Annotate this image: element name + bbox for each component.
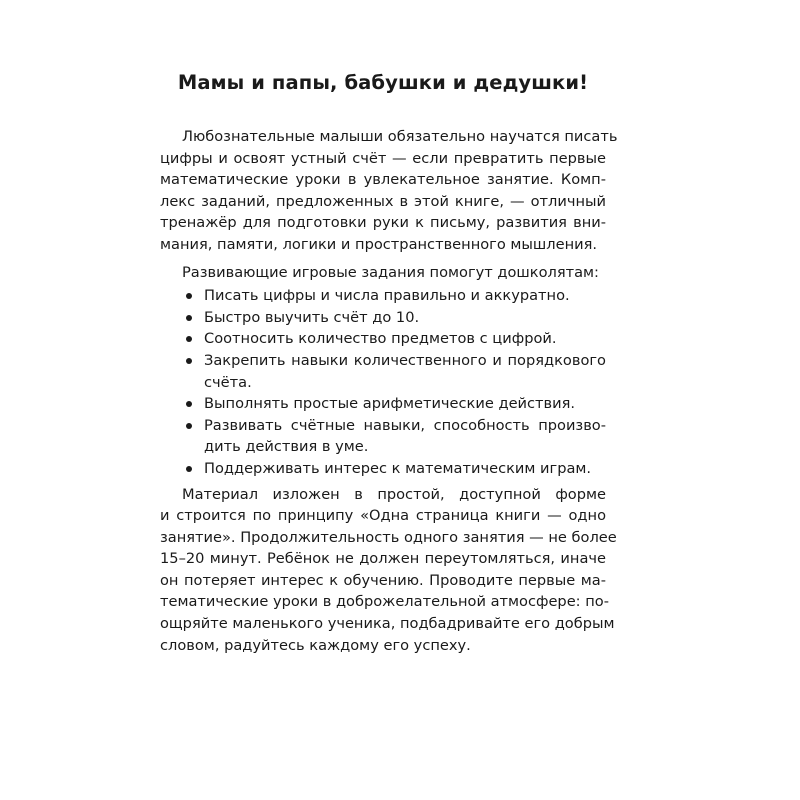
text-line: и строится по принципу «Одна страница книги — одно (160, 507, 606, 525)
list-item (160, 307, 606, 329)
list-item-text: счёта. (204, 373, 252, 391)
bullet-list (160, 285, 606, 479)
document-page (160, 70, 618, 656)
text-line: Любознательные малыши обязательно научатся писать (182, 128, 618, 145)
list-item (160, 350, 606, 393)
list-item-text: дить действия в уме. (204, 438, 369, 456)
bullet-icon (186, 315, 192, 321)
text-line: словом, радуйтесь каждому его успеху. (160, 636, 471, 654)
intro-paragraph (160, 126, 618, 256)
list-item (160, 458, 606, 480)
text-line: математические уроки в увлекательное занятие. Комп- (160, 171, 606, 189)
list-item (160, 285, 606, 307)
list-item-text: Развивать счётные навыки, способность произво- (204, 416, 606, 434)
material-paragraph (160, 484, 617, 657)
text-line: цифры и освоят устный счёт — если превратить первые (160, 149, 606, 167)
text-line: тематические уроки в доброжелательной атмосфере: по- (160, 593, 609, 611)
bullets-lead-text: Развивающие игровые задания помогут дошколятам: (182, 263, 599, 281)
list-item (160, 393, 606, 415)
bullet-icon (186, 293, 192, 299)
text-line: лекс заданий, предложенных в этой книге, — отличный (160, 192, 606, 210)
list-item-text: Выполнять простые арифметические действия. (204, 395, 576, 413)
list-item-text: Писать цифры и числа правильно и аккуратно. (204, 287, 570, 305)
bullet-icon (186, 401, 192, 407)
text-line: ощряйте маленького ученика, подбадривайте его добрым (160, 615, 615, 633)
text-line: 15–20 минут. Ребёнок не должен переутомляться, иначе (160, 550, 606, 568)
list-item-text: Быстро выучить счёт до 10. (204, 308, 420, 326)
list-item (160, 328, 606, 350)
text-line: занятие». Продолжительность одного занятия — не более (160, 528, 617, 546)
list-item (160, 415, 606, 458)
page-title: Мамы и папы, бабушки и дедушки! (177, 71, 589, 94)
list-item-text: Поддерживать интерес к математическим играм. (204, 459, 592, 477)
text-line: мания, памяти, логики и пространственного мышления. (160, 235, 598, 253)
list-item-text: Закрепить навыки количественного и порядкового (204, 351, 606, 369)
bullet-icon (186, 423, 192, 429)
bullet-icon (186, 336, 192, 342)
text-line: Материал изложен в простой, доступной форме (182, 485, 606, 503)
text-line: он потеряет интерес к обучению. Проводите первые ма- (160, 571, 606, 589)
bullet-icon (186, 358, 192, 364)
bullet-icon (186, 466, 192, 472)
list-item-text: Соотносить количество предметов с цифрой. (204, 330, 557, 348)
text-line: тренажёр для подготовки руки к письму, развития вни- (160, 214, 606, 232)
